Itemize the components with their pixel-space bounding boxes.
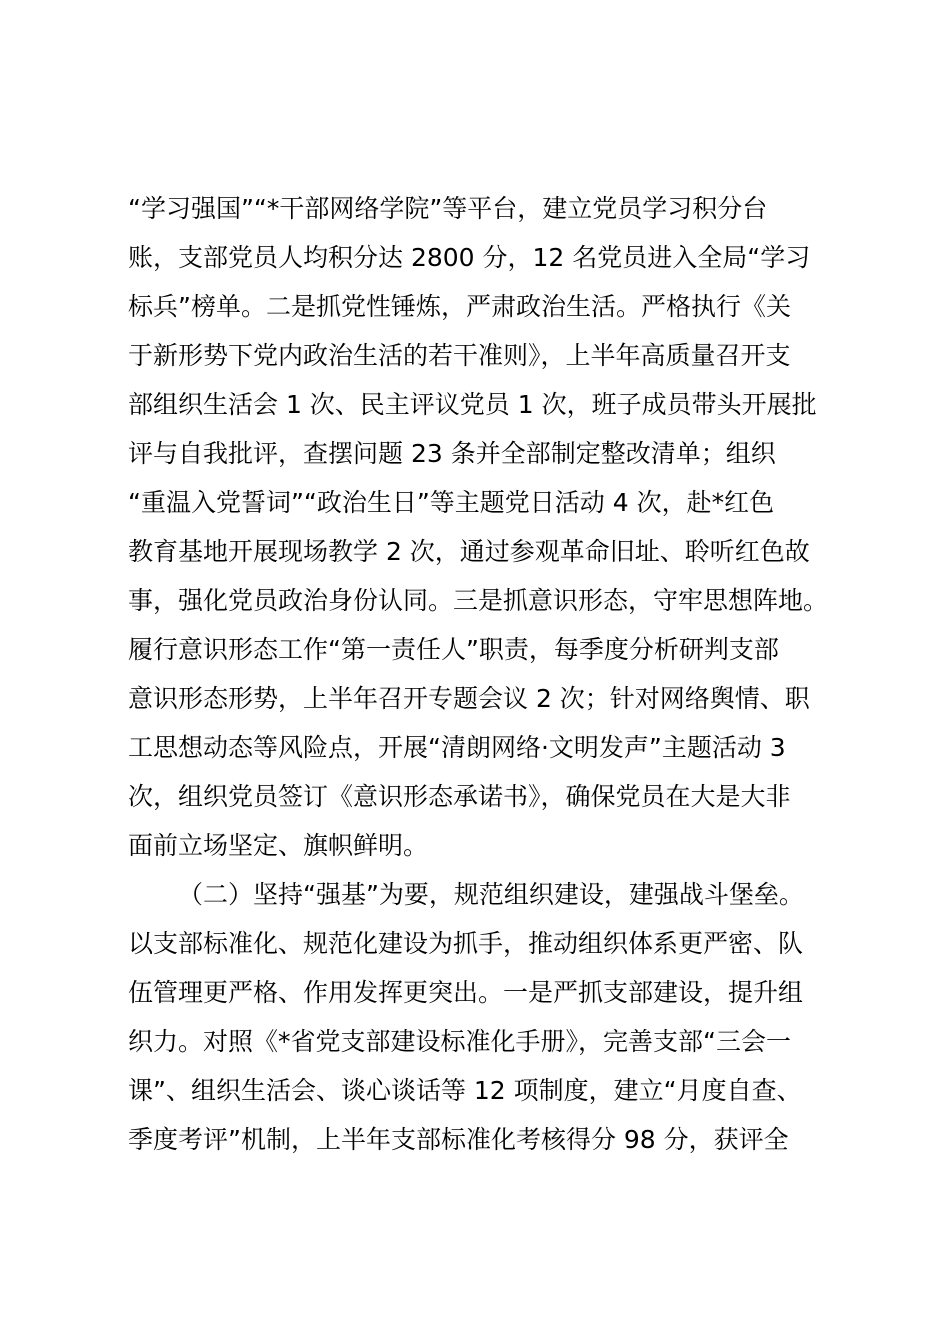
text-line: 评与自我批评，查摆问题 23 条并全部制定整改清单；组织 xyxy=(128,439,776,468)
text-line: 次，组织党员签订《意识形态承诺书》，确保党员在大是大非 xyxy=(128,782,791,811)
text-line: 课”、组织生活会、谈心谈话等 12 项制度，建立“月度自查、 xyxy=(128,1076,802,1105)
text-line: 季度考评”机制，上半年支部标准化考核得分 98 分，获评全 xyxy=(128,1125,789,1154)
text-line: 面前立场坚定、旗帜鲜明。 xyxy=(128,831,429,860)
text-line: “重温入党誓词”“政治生日”等主题党日活动 4 次，赴*红色 xyxy=(128,488,775,517)
text-line: “学习强国”“*干部网络学院”等平台，建立党员学习积分台 xyxy=(128,194,768,223)
text-line: 事，强化党员政治身份认同。三是抓意识形态，守牢思想阵地。 xyxy=(128,586,829,615)
text-line: 于新形势下党内政治生活的若干准则》，上半年高质量召开支 xyxy=(128,341,791,370)
text-line: 工思想动态等风险点，开展“清朗网络·文明发声”主题活动 3 xyxy=(128,733,786,762)
text-line: 标兵”榜单。二是抓党性锤炼，严肃政治生活。严格执行《关 xyxy=(128,292,791,321)
text-line: 教育基地开展现场教学 2 次，通过参观革命旧址、聆听红色故 xyxy=(128,537,810,566)
text-line: 以支部标准化、规范化建设为抓手，推动组织体系更严密、队 xyxy=(128,929,804,958)
section-heading-line: （二）坚持“强基”为要，规范组织建设，建强战斗堡垒。 xyxy=(178,880,804,909)
text-line: 织力。对照《*省党支部建设标准化手册》，完善支部“三会一 xyxy=(128,1027,791,1056)
text-line: 伍管理更严格、作用发挥更突出。一是严抓支部建设，提升组 xyxy=(128,978,804,1007)
text-line: 部组织生活会 1 次、民主评议党员 1 次，班子成员带头开展批 xyxy=(128,390,817,419)
body-text xyxy=(128,184,848,1164)
text-line: 意识形态形势，上半年召开专题会议 2 次；针对网络舆情、职 xyxy=(128,684,810,713)
text-line: 账，支部党员人均积分达 2800 分，12 名党员进入全局“学习 xyxy=(128,243,811,272)
text-line: 履行意识形态工作“第一责任人”职责，每季度分析研判支部 xyxy=(128,635,779,664)
